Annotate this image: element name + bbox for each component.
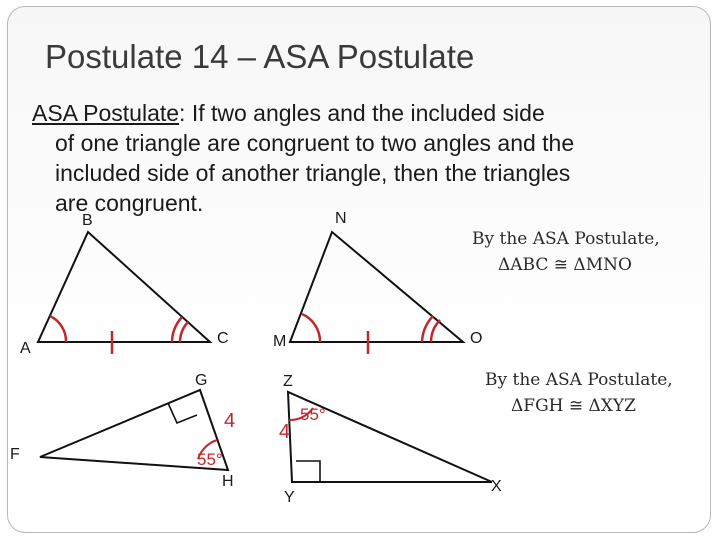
statement-line-3: included side of another triangle, then the triangles xyxy=(55,160,571,186)
vertex-label-n: N xyxy=(335,210,347,227)
right-angle-mark-g xyxy=(168,403,197,423)
caption-abc-line1: By the ASA Postulate, xyxy=(472,229,660,249)
statement-line-4: are congruent. xyxy=(55,190,204,216)
angle-mark-o-inner xyxy=(431,320,440,342)
vertex-label-o: O xyxy=(470,330,483,347)
vertex-label-z: Z xyxy=(283,373,293,390)
vertex-label-x: X xyxy=(491,478,502,495)
caption-abc-mno xyxy=(472,226,660,278)
right-angle-mark-y xyxy=(296,461,320,482)
caption-fgh-line2: ΔFGH ≅ ΔXYZ xyxy=(511,396,636,416)
vertex-label-a: A xyxy=(20,340,31,357)
side-length-label-gh: 4 xyxy=(224,410,236,432)
definition-part-1: : If two angles and the included side xyxy=(179,100,545,126)
vertex-label-f: F xyxy=(10,446,20,463)
angle-label-h: 55° xyxy=(197,450,223,469)
vertex-label-g: G xyxy=(195,372,208,389)
caption-fgh-line1: By the ASA Postulate, xyxy=(485,370,673,390)
side-length-label-yz: 4 xyxy=(279,421,291,443)
vertex-label-c: C xyxy=(217,330,229,347)
postulate-term: ASA Postulate xyxy=(32,100,180,126)
angle-mark-m xyxy=(302,314,320,342)
angle-mark-a xyxy=(50,316,66,342)
caption-abc-line2: ΔABC ≅ ΔMNO xyxy=(498,255,632,275)
vertex-label-b: B xyxy=(82,212,93,229)
vertex-label-y: Y xyxy=(284,489,295,506)
caption-fgh-xyz xyxy=(485,367,673,419)
angle-mark-c-inner xyxy=(180,322,188,342)
vertex-label-h: H xyxy=(222,473,234,490)
angle-label-z: 55° xyxy=(300,405,326,424)
statement-line-2: of one triangle are congruent to two angles and the xyxy=(55,130,575,156)
slide-title: Postulate 14 – ASA Postulate xyxy=(45,38,475,75)
vertex-label-m: M xyxy=(273,333,287,350)
